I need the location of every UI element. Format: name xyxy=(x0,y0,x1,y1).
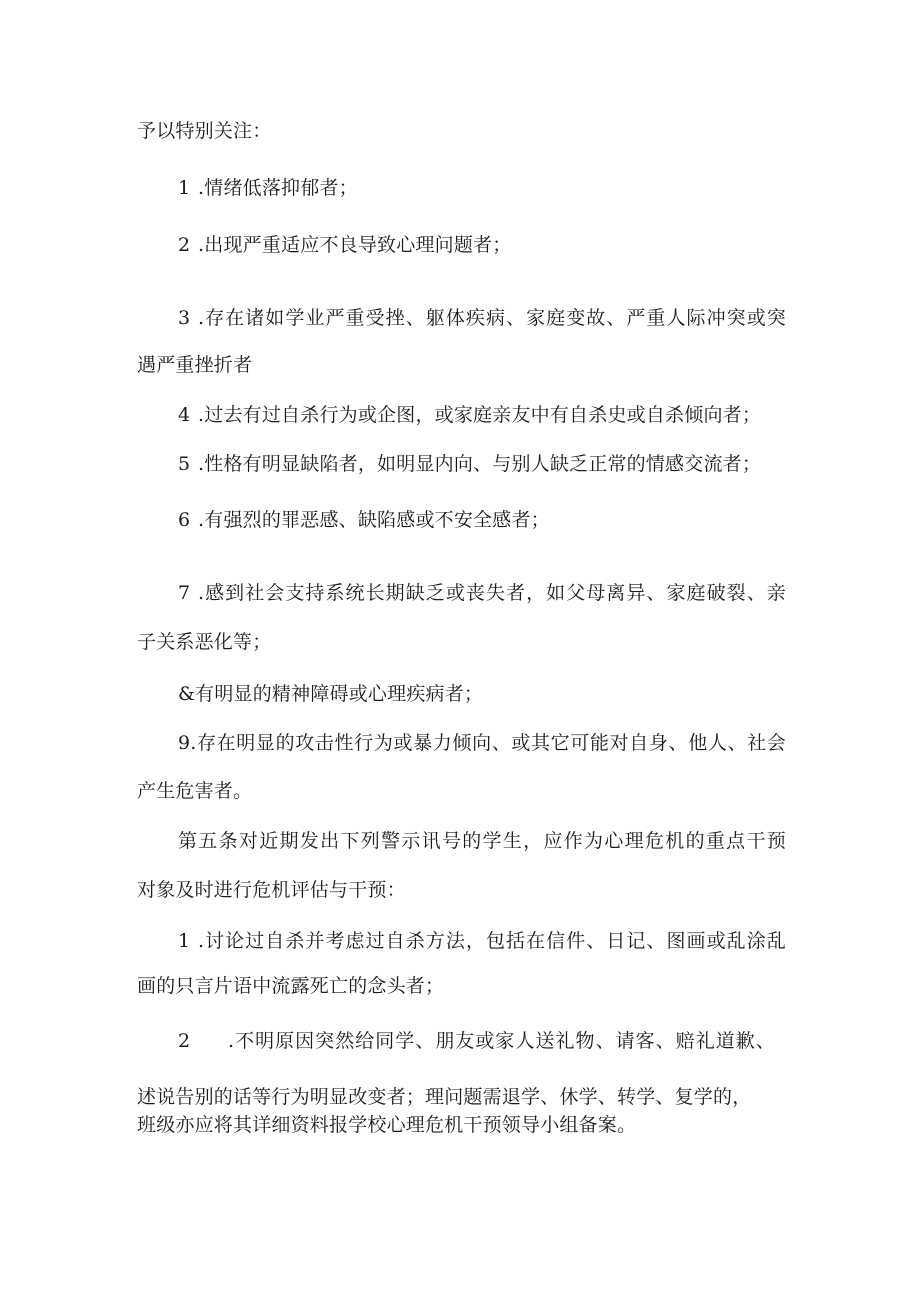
paragraph-intro xyxy=(137,119,271,143)
warning-item-1 xyxy=(178,929,786,953)
list-item-6 xyxy=(178,508,550,532)
line-text: 班级亦应将其详细资料报学校心理危机干预领导小组备案。 xyxy=(137,1114,637,1136)
list-number: 7 xyxy=(178,582,191,604)
line-text: 子关系恶化等； xyxy=(137,631,272,653)
list-item-7 xyxy=(178,581,786,605)
line-text: 述说告别的话等行为明显改变者；理问题需退学、休学、转学、复学的， xyxy=(137,1086,752,1108)
list-number: 2 xyxy=(178,234,191,256)
list-item-3-continued xyxy=(137,353,252,377)
line-text: &有明显的精神障碍或心理疾病者； xyxy=(178,683,484,705)
list-number: 6 xyxy=(178,509,191,531)
line-text: .出现严重适应不良导致心理问题者； xyxy=(198,234,512,256)
list-number: 2 xyxy=(178,1030,191,1052)
line-text: 9.存在明显的攻击性行为或暴力倾向、或其它可能对自身、他人、社会 xyxy=(178,732,786,754)
line-text: 予以特别关注： xyxy=(137,120,272,142)
article-5-continued xyxy=(137,878,406,902)
line-text: 产生危害者。 xyxy=(137,780,253,802)
warning-item-1-continued xyxy=(137,974,444,998)
closing-line xyxy=(137,1113,636,1137)
list-item-8 xyxy=(178,682,483,706)
line-text: .存在诸如学业严重受挫、躯体疾病、家庭变故、严重人际冲突或突 xyxy=(198,307,786,329)
list-item-4 xyxy=(178,403,761,427)
article-5 xyxy=(178,829,786,853)
list-item-5 xyxy=(178,452,761,476)
list-item-1 xyxy=(178,176,358,200)
list-number: 3 xyxy=(178,307,191,329)
list-number: 4 xyxy=(178,404,191,426)
warning-item-2-continued xyxy=(137,1085,751,1109)
list-number: 1 xyxy=(178,930,191,952)
line-text: .感到社会支持系统长期缺乏或丧失者，如父母离异、家庭破裂、亲 xyxy=(198,582,786,604)
line-text: .有强烈的罪恶感、缺陷感或不安全感者； xyxy=(198,509,550,531)
list-item-7-continued xyxy=(137,630,271,654)
list-number: 1 xyxy=(178,177,191,199)
list-item-9-continued xyxy=(137,779,252,803)
warning-item-2 xyxy=(178,1029,775,1053)
line-text: .不明原因突然给同学、朋友或家人送礼物、请客、赔礼道歉、 xyxy=(228,1030,775,1052)
list-item-2 xyxy=(178,233,511,257)
list-item-3 xyxy=(178,306,786,330)
line-text: 第五条对近期发出下列警示讯号的学生，应作为心理危机的重点干预 xyxy=(178,830,786,852)
line-text: .性格有明显缺陷者，如明显内向、与别人缺乏正常的情感交流者； xyxy=(198,453,762,475)
line-text: 对象及时进行危机评估与干预： xyxy=(137,879,406,901)
line-text: 遇严重挫折者 xyxy=(137,354,253,376)
list-number: 5 xyxy=(178,453,191,475)
list-item-9 xyxy=(178,731,786,755)
line-text: .讨论过自杀并考虑过自杀方法，包括在信件、日记、图画或乱涂乱 xyxy=(198,930,786,952)
line-text: 画的只言片语中流露死亡的念头者； xyxy=(137,975,445,997)
line-text: .情绪低落抑郁者； xyxy=(198,177,358,199)
line-text: .过去有过自杀行为或企图，或家庭亲友中有自杀史或自杀倾向者； xyxy=(198,404,762,426)
